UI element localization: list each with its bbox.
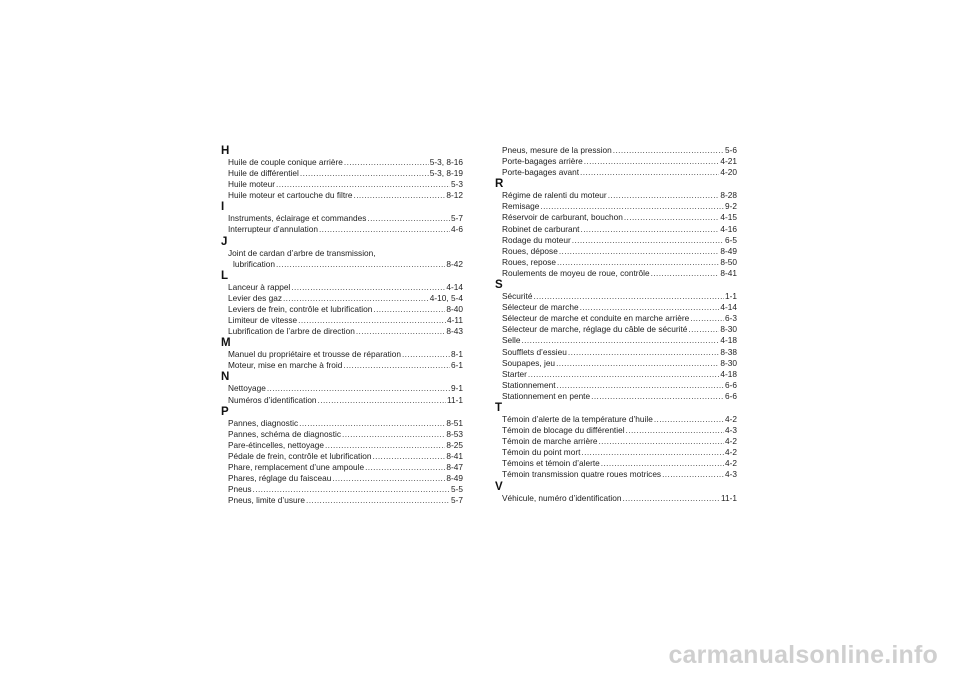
dot-leader bbox=[528, 369, 719, 380]
dot-leader bbox=[581, 224, 720, 235]
dot-leader bbox=[283, 293, 429, 304]
section-letter: I bbox=[221, 201, 225, 214]
index-entry-label: Roulements de moyeu de roue, contrôle bbox=[502, 267, 650, 278]
dot-leader bbox=[581, 447, 724, 458]
index-entry-label: Pneus, mesure de la pression bbox=[502, 145, 612, 155]
index-entry bbox=[502, 224, 737, 235]
index-entry-page: 9-2 bbox=[725, 201, 737, 212]
index-entry-page: 5-3 bbox=[451, 179, 463, 190]
index-entry bbox=[228, 304, 463, 315]
index-entry-label: Stationnement en pente bbox=[502, 390, 591, 401]
dot-leader bbox=[276, 259, 445, 270]
index-entry-label: Manuel du propriétaire et trousse de réparation bbox=[228, 349, 401, 360]
dot-leader bbox=[626, 425, 724, 436]
dot-leader bbox=[598, 436, 724, 447]
dot-leader bbox=[342, 429, 445, 440]
index-entry-page: 8-38 bbox=[720, 346, 737, 357]
dot-leader bbox=[367, 213, 450, 224]
index-entry bbox=[228, 484, 463, 495]
index-entry-page: 8-40 bbox=[446, 303, 463, 314]
index-entry-label: Huile moteur bbox=[228, 179, 276, 190]
index-entry bbox=[502, 369, 737, 380]
index-entry-page: 5-3, 8-19 bbox=[429, 168, 463, 179]
index-column-left bbox=[221, 145, 463, 506]
dot-leader bbox=[300, 168, 429, 179]
index-entry bbox=[228, 179, 463, 190]
index-entry-label: Porte-bagages avant bbox=[502, 167, 580, 178]
index-entry bbox=[228, 190, 463, 201]
index-entry-page: 6-6 bbox=[725, 379, 737, 390]
index-entry-page: 8-53 bbox=[446, 428, 463, 439]
index-entry-label: Instruments, éclairage et commandes bbox=[228, 213, 367, 224]
index-entry-page: 6-3 bbox=[725, 313, 737, 324]
index-entry-page: 8-41 bbox=[720, 267, 737, 278]
index-entry bbox=[502, 156, 737, 167]
dot-leader bbox=[356, 326, 446, 337]
index-entry-label: Soufflets d’essieu bbox=[502, 346, 567, 357]
index-entry-label: Leviers de frein, contrôle et lubrification bbox=[228, 303, 373, 314]
index-entry bbox=[502, 212, 737, 223]
index-entry bbox=[502, 246, 737, 257]
index-entry bbox=[502, 436, 737, 447]
index-entry-page: 5-7 bbox=[451, 495, 463, 506]
index-entry bbox=[228, 282, 463, 293]
index-entry-label: Pédale de frein, contrôle et lubrification bbox=[228, 450, 372, 461]
section-letter: N bbox=[221, 371, 230, 384]
index-entry-page: 4-18 bbox=[720, 368, 737, 379]
index-entry-page: 4-15 bbox=[720, 212, 737, 223]
index-entry-page: 1-1 bbox=[725, 291, 737, 302]
index-entry-page: 8-12 bbox=[446, 190, 463, 201]
index-entry bbox=[502, 414, 737, 425]
dot-leader bbox=[622, 493, 720, 504]
section-letter: H bbox=[221, 145, 230, 157]
dot-leader bbox=[601, 458, 724, 469]
index-entry-label: Soupapes, jeu bbox=[502, 357, 556, 368]
section-letter: M bbox=[221, 337, 231, 350]
index-entry bbox=[502, 313, 737, 324]
index-section bbox=[221, 201, 463, 235]
index-entry-page: 4-2 bbox=[725, 447, 737, 458]
index-entry-page: 5-6 bbox=[725, 145, 737, 155]
dot-leader bbox=[556, 358, 719, 369]
index-entry-label: Sélecteur de marche et conduite en marche arrière bbox=[502, 313, 690, 324]
index-entry bbox=[228, 293, 463, 304]
index-entry-page: 8-41 bbox=[446, 450, 463, 461]
index-entry-label: Remisage bbox=[502, 201, 540, 212]
section-letter: S bbox=[495, 279, 503, 292]
index-entry bbox=[233, 259, 463, 270]
index-entry-page: 6-5 bbox=[725, 234, 737, 245]
index-entry-label: Lubrification de l’arbre de direction bbox=[228, 326, 355, 337]
index-entry bbox=[228, 495, 463, 506]
index-entry-page: 4-10, 5-4 bbox=[429, 292, 463, 303]
index-entry-page: 9-1 bbox=[451, 383, 463, 394]
index-entry-label: Joint de cardan d’arbre de transmission, bbox=[228, 247, 376, 258]
index-entry-page: 8-1 bbox=[451, 349, 463, 360]
dot-leader bbox=[402, 349, 450, 360]
index-entry-label: Pneus bbox=[228, 484, 252, 495]
dot-leader bbox=[291, 282, 445, 293]
section-letter: P bbox=[221, 405, 229, 418]
index-entry bbox=[228, 315, 463, 326]
index-entry bbox=[228, 213, 463, 224]
dot-leader bbox=[557, 380, 724, 391]
index-entry-label: Stationnement bbox=[502, 379, 556, 390]
dot-leader bbox=[690, 313, 724, 324]
dot-leader bbox=[591, 391, 724, 402]
index-entry-page: 5-3, 8-16 bbox=[429, 157, 463, 167]
index-entry bbox=[228, 395, 463, 406]
index-entry-page: 8-47 bbox=[446, 461, 463, 472]
index-section bbox=[495, 402, 737, 481]
dot-leader bbox=[344, 157, 429, 168]
index-entry-page: 8-51 bbox=[446, 417, 463, 428]
dot-leader bbox=[608, 190, 720, 201]
index-entry-label: Huile de différentiel bbox=[228, 168, 299, 179]
dot-leader bbox=[662, 469, 724, 480]
index-entry-page: 11-1 bbox=[721, 492, 737, 503]
section-letter: R bbox=[495, 178, 504, 191]
index-entry-label: Roues, dépose bbox=[502, 245, 558, 256]
dot-leader bbox=[540, 201, 724, 212]
index-entry-page: 4-2 bbox=[725, 436, 737, 447]
dot-leader bbox=[319, 224, 450, 235]
index-entry bbox=[228, 157, 463, 168]
index-entry-page: 4-3 bbox=[725, 469, 737, 480]
dot-leader bbox=[688, 324, 719, 335]
section-letter: L bbox=[221, 269, 229, 282]
index-entry-label: Témoin d’alerte de la température d’huile bbox=[502, 413, 653, 424]
dot-leader bbox=[276, 179, 450, 190]
dot-leader bbox=[365, 462, 445, 473]
index-entry bbox=[502, 458, 737, 469]
index-entry bbox=[228, 383, 463, 394]
index-section bbox=[495, 279, 737, 402]
index-section bbox=[221, 371, 463, 405]
index-entry bbox=[228, 224, 463, 235]
index-entry-label: Huile moteur et cartouche du filtre bbox=[228, 190, 353, 201]
dot-leader bbox=[533, 291, 724, 302]
dot-leader bbox=[624, 212, 720, 223]
index-entry-label: Roues, repose bbox=[502, 256, 556, 267]
index-entry-label: Porte-bagages arrière bbox=[502, 156, 583, 167]
index-entry-page: 4-2 bbox=[725, 413, 737, 424]
index-entry bbox=[228, 473, 463, 484]
index-entry bbox=[502, 302, 737, 313]
index-entry-page: 8-43 bbox=[446, 326, 463, 337]
index-entry-label: Limiteur de vitesse bbox=[228, 315, 298, 326]
index-entry bbox=[502, 380, 737, 391]
index-entry-label: Pannes, diagnostic bbox=[228, 417, 299, 428]
index-entry-page: 4-6 bbox=[451, 224, 463, 235]
index-entry-label: Sélecteur de marche bbox=[502, 302, 579, 313]
index-entry-page: 4-2 bbox=[725, 458, 737, 469]
index-entry-label: Starter bbox=[502, 368, 527, 379]
index-entry-page: 8-30 bbox=[720, 324, 737, 335]
dot-leader bbox=[372, 451, 445, 462]
index-section bbox=[221, 337, 463, 371]
index-section bbox=[221, 406, 463, 507]
dot-leader bbox=[298, 315, 446, 326]
index-entry-label: lubrification bbox=[233, 258, 275, 269]
index-entry bbox=[502, 201, 737, 212]
index-entry bbox=[228, 168, 463, 179]
index-entry-label: Témoin de blocage du différentiel bbox=[502, 425, 625, 436]
index-section bbox=[495, 481, 737, 504]
dot-leader bbox=[654, 414, 724, 425]
index-entry-label: Numéros d’identification bbox=[228, 394, 317, 405]
index-entry-page: 4-11 bbox=[447, 315, 463, 326]
index-entry-label: Témoins et témoin d’alerte bbox=[502, 458, 600, 469]
index-entry-page: 4-14 bbox=[720, 302, 737, 313]
index-entry-label: Réservoir de carburant, bouchon bbox=[502, 212, 623, 223]
dot-leader bbox=[572, 235, 724, 246]
dot-leader bbox=[325, 440, 445, 451]
dot-leader bbox=[651, 268, 720, 279]
index-entry bbox=[228, 429, 463, 440]
index-section bbox=[221, 145, 463, 201]
index-entry-label: Phares, réglage du faisceau bbox=[228, 473, 332, 484]
index-entry bbox=[502, 167, 737, 178]
index-entry bbox=[502, 425, 737, 436]
index-entry bbox=[502, 268, 737, 279]
section-letter: V bbox=[495, 480, 503, 493]
index-entry-label: Témoin de marche arrière bbox=[502, 436, 598, 447]
index-entry-label: Pare-étincelles, nettoyage bbox=[228, 439, 324, 450]
index-entry bbox=[228, 462, 463, 473]
index-entry bbox=[502, 335, 737, 346]
index-entry-label: Sécurité bbox=[502, 291, 533, 302]
index-entry-page: 4-20 bbox=[720, 167, 737, 178]
dot-leader bbox=[318, 395, 446, 406]
index-entry-page: 8-50 bbox=[720, 256, 737, 267]
dot-leader bbox=[373, 304, 445, 315]
watermark: carmanualsonline.info bbox=[668, 641, 938, 669]
index-column-right bbox=[495, 145, 737, 504]
index-entry-page: 4-16 bbox=[720, 223, 737, 234]
index-entry-page: 8-28 bbox=[720, 190, 737, 201]
index-entry bbox=[502, 235, 737, 246]
index-entry-label: Moteur, mise en marche à froid bbox=[228, 360, 343, 371]
dot-leader bbox=[613, 145, 724, 156]
index-entry-page: 4-3 bbox=[725, 425, 737, 436]
index-entry-page: 6-1 bbox=[451, 360, 463, 371]
dot-leader bbox=[299, 418, 445, 429]
index-entry bbox=[228, 440, 463, 451]
index-entry-label: Huile de couple conique arrière bbox=[228, 157, 343, 167]
dot-leader bbox=[580, 302, 720, 313]
section-letter: J bbox=[221, 235, 228, 248]
index-entry bbox=[228, 326, 463, 337]
index-entry-label: Lanceur à rappel bbox=[228, 281, 291, 292]
dot-leader bbox=[559, 246, 720, 257]
dot-leader bbox=[306, 495, 450, 506]
dot-leader bbox=[568, 347, 720, 358]
index-entry bbox=[502, 324, 737, 335]
index-entry bbox=[502, 447, 737, 458]
index-entry bbox=[502, 391, 737, 402]
dot-leader bbox=[267, 383, 450, 394]
index-entry-page: 8-42 bbox=[446, 258, 463, 269]
dot-leader bbox=[343, 360, 450, 371]
index-entry-page: 5-5 bbox=[451, 484, 463, 495]
index-section bbox=[495, 178, 737, 279]
index-entry bbox=[502, 358, 737, 369]
section-letter: T bbox=[495, 401, 503, 414]
index-entry-label: Rodage du moteur bbox=[502, 234, 571, 245]
index-entry-page: 8-49 bbox=[446, 473, 463, 484]
index-entry bbox=[228, 349, 463, 360]
index-entry-label: Nettoyage bbox=[228, 383, 266, 394]
index-entry-label: Robinet de carburant bbox=[502, 223, 580, 234]
index-entry bbox=[228, 360, 463, 371]
index-entry-page: 4-21 bbox=[720, 156, 737, 167]
index-entry-label: Pneus, limite d’usure bbox=[228, 495, 306, 506]
index-entry-page: 4-14 bbox=[446, 281, 463, 292]
dot-leader bbox=[332, 473, 445, 484]
index-entry-label: Témoin transmission quatre roues motrices bbox=[502, 469, 662, 480]
index-entry-page: 8-49 bbox=[720, 245, 737, 256]
dot-leader bbox=[354, 190, 446, 201]
index-entry bbox=[502, 493, 737, 504]
index-entry bbox=[502, 347, 737, 358]
index-entry-label: Levier des gaz bbox=[228, 292, 282, 303]
index-entry-label: Sélecteur de marche, réglage du câble de sécurité bbox=[502, 324, 688, 335]
index-entry bbox=[228, 418, 463, 429]
index-section bbox=[495, 145, 737, 178]
index-section bbox=[221, 236, 463, 270]
dot-leader bbox=[584, 156, 720, 167]
index-entry-label: Phare, remplacement d’une ampoule bbox=[228, 461, 365, 472]
dot-leader bbox=[253, 484, 450, 495]
index-entry bbox=[502, 469, 737, 480]
index-entry-label: Selle bbox=[502, 335, 521, 346]
index-entry-label: Régime de ralenti du moteur bbox=[502, 190, 607, 201]
index-entry-page: 8-30 bbox=[720, 357, 737, 368]
index-entry-label: Pannes, schéma de diagnostic bbox=[228, 428, 342, 439]
index-entry-page: 11-1 bbox=[447, 394, 463, 405]
dot-leader bbox=[521, 335, 719, 346]
index-entry bbox=[228, 451, 463, 462]
index-entry-page: 6-6 bbox=[725, 390, 737, 401]
index-section bbox=[221, 270, 463, 337]
index-entry bbox=[502, 190, 737, 201]
index-entry-label: Témoin du point mort bbox=[502, 447, 581, 458]
index-entry bbox=[502, 145, 737, 156]
index-entry-label: Véhicule, numéro d’identification bbox=[502, 492, 622, 503]
index-entry bbox=[502, 257, 737, 268]
index-entry-page: 4-18 bbox=[720, 335, 737, 346]
index-entry bbox=[502, 291, 737, 302]
index-entry-page: 8-25 bbox=[446, 439, 463, 450]
index-entry-page: 5-7 bbox=[451, 213, 463, 224]
dot-leader bbox=[557, 257, 719, 268]
index-entry-label: Interrupteur d’annulation bbox=[228, 224, 318, 235]
dot-leader bbox=[580, 167, 719, 178]
